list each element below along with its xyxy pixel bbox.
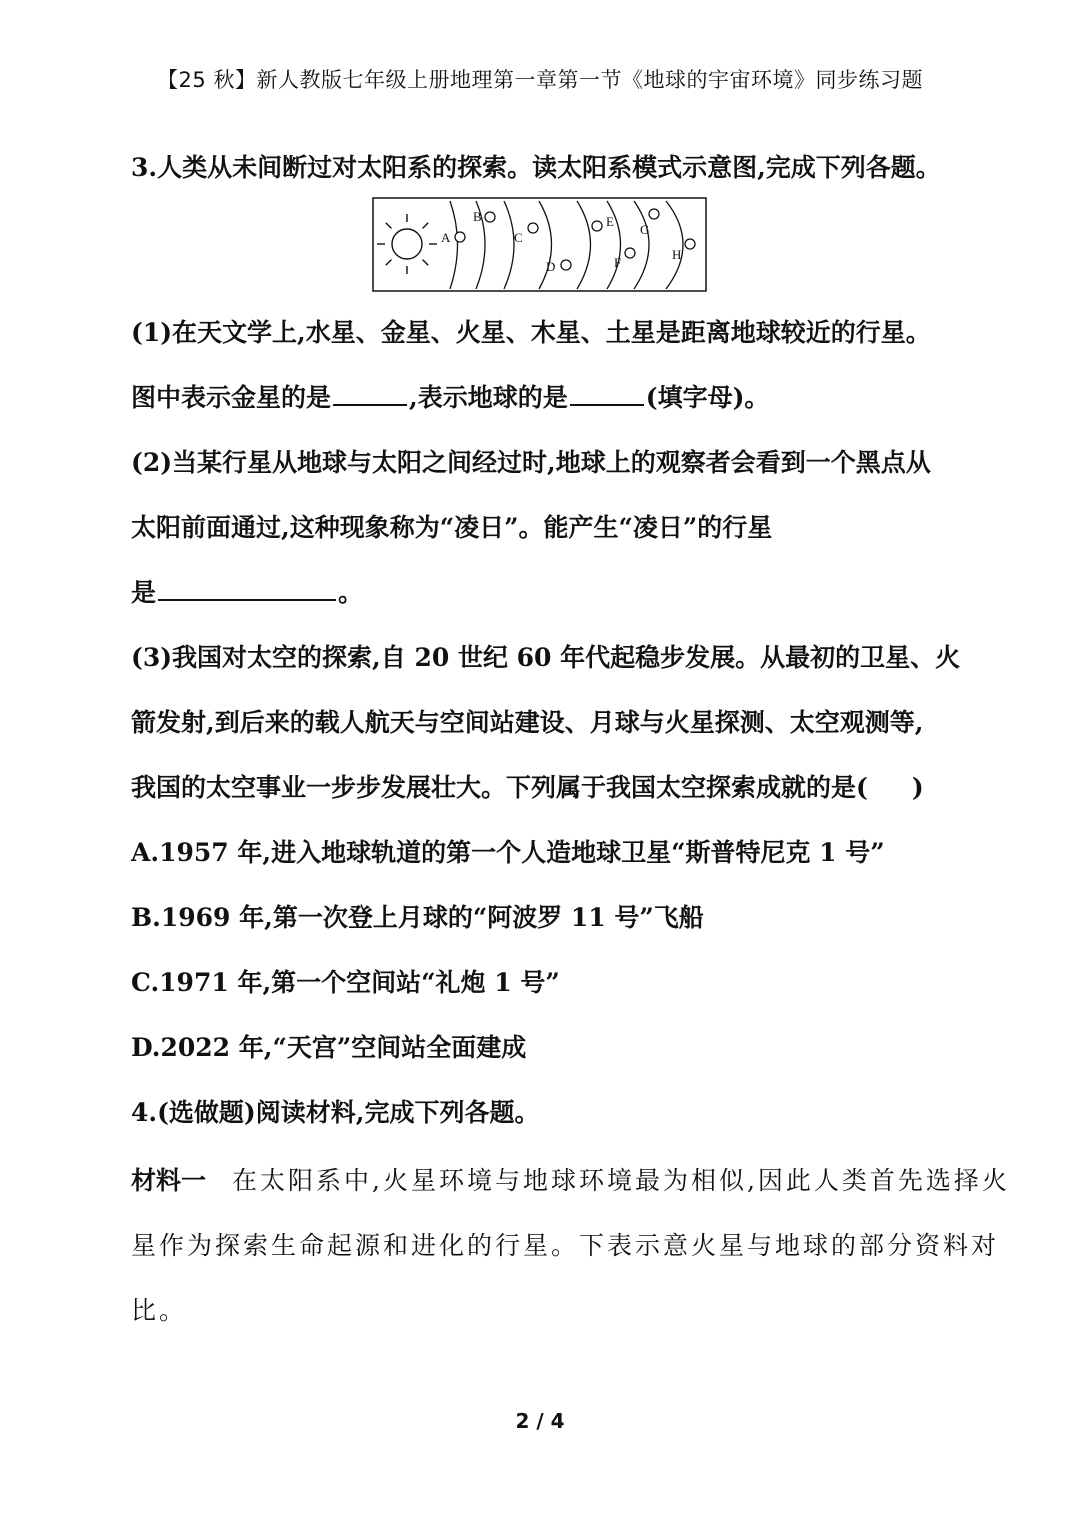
earth-answer-blank[interactable] bbox=[570, 382, 644, 406]
option-b[interactable]: B.1969 年,第一次登上月球的“阿波罗 11 号”飞船 bbox=[131, 903, 704, 932]
option-a[interactable]: A.1957 年,进入地球轨道的第一个人造地球卫星“斯普特尼克 1 号” bbox=[131, 838, 885, 867]
planet-label-c: C bbox=[514, 230, 523, 245]
q3-part2-line2: 太阳前面通过,这种现象称为“凌日”。能产生“凌日”的行星 bbox=[131, 513, 773, 542]
q4-stem: 4.(选做题)阅读材料,完成下列各题。 bbox=[131, 1098, 540, 1127]
q3-part3-line2: 箭发射,到后来的载人航天与空间站建设、月球与火星探测、太空观测等, bbox=[131, 708, 924, 737]
option-c[interactable]: C.1971 年,第一个空间站“礼炮 1 号” bbox=[131, 968, 560, 997]
q3-stem: 3.人类从未间断过对太阳系的探索。读太阳系模式示意图,完成下列各题。 bbox=[131, 153, 941, 182]
q3-part3-text-b: ) bbox=[911, 773, 924, 802]
q3-part1-text-b: ,表示地球的是 bbox=[409, 383, 568, 412]
planet-label-g: G bbox=[640, 222, 650, 237]
q3-part2-text-b: 。 bbox=[338, 578, 364, 607]
planet-d bbox=[561, 260, 571, 270]
q3-part3-line1: (3)我国对太空的探索,自 20 世纪 60 年代起稳步发展。从最初的卫星、火 bbox=[131, 643, 961, 672]
planet-label-e: E bbox=[606, 214, 614, 229]
q3-part1-text-a: 图中表示金星的是 bbox=[131, 383, 332, 412]
planet-c bbox=[528, 223, 538, 233]
solar-system-diagram bbox=[372, 197, 708, 293]
q4-material-line3: 比。 bbox=[131, 1296, 188, 1325]
q4-material-line2: 星作为探索生命起源和进化的行星。下表示意火星与地球的部分资料对 bbox=[131, 1231, 1000, 1260]
option-d[interactable]: D.2022 年,“天宫”空间站全面建成 bbox=[131, 1033, 527, 1062]
q3-part2-text-a: 是 bbox=[131, 578, 157, 607]
planet-label-a: A bbox=[441, 230, 451, 245]
material-text-1: 在太阳系中,火星环境与地球环境最为相似,因此人类首先选择火 bbox=[232, 1166, 1010, 1195]
q3-part1-line2 bbox=[131, 378, 769, 414]
planet-label-d: D bbox=[546, 259, 556, 274]
q3-part1-text-c: (填字母)。 bbox=[645, 383, 770, 412]
q4-material-line1 bbox=[131, 1161, 1010, 1197]
planet-b bbox=[485, 212, 495, 222]
planet-label-f: F bbox=[614, 255, 622, 270]
planet-a bbox=[455, 232, 465, 242]
transit-planet-answer-blank[interactable] bbox=[158, 577, 336, 601]
planet-label-h: H bbox=[672, 247, 682, 262]
document-header: 【25 秋】新人教版七年级上册地理第一章第一节《地球的宇宙环境》同步练习题 bbox=[157, 68, 923, 92]
venus-answer-blank[interactable] bbox=[333, 382, 407, 406]
q3-part3-line3 bbox=[131, 768, 924, 804]
q3-part3-text-a: 我国的太空事业一步步发展壮大。下列属于我国太空探索成就的是( bbox=[131, 773, 868, 802]
planet-label-b: B bbox=[473, 209, 482, 224]
q3-part1-line1: (1)在天文学上,水星、金星、火星、木星、土星是距离地球较近的行星。 bbox=[131, 318, 931, 347]
q3-part2-line1: (2)当某行星从地球与太阳之间经过时,地球上的观察者会看到一个黑点从 bbox=[131, 448, 931, 477]
planet-e bbox=[592, 221, 602, 231]
q3-part2-line3 bbox=[131, 573, 363, 609]
planet-f bbox=[625, 248, 635, 258]
planet-g bbox=[649, 209, 659, 219]
material-label: 材料一 bbox=[131, 1166, 207, 1195]
page-number: 2 / 4 bbox=[515, 1409, 565, 1433]
planet-h bbox=[685, 239, 695, 249]
